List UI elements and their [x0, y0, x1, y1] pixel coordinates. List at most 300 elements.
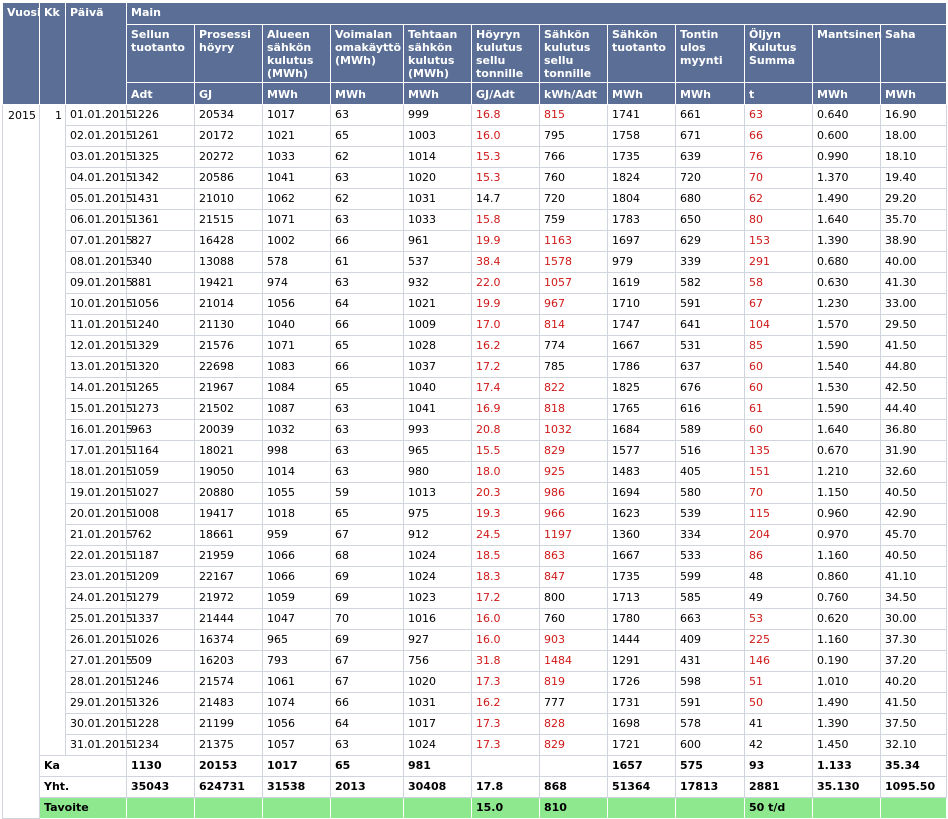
value-cell: 1057 [263, 735, 331, 756]
value-cell: 42.50 [881, 378, 947, 399]
date-cell: 28.01.2015 [66, 672, 127, 693]
value-cell: 927 [404, 630, 472, 651]
value-cell: 431 [676, 651, 745, 672]
summary-value: 1017 [263, 756, 331, 777]
summary-label: Ka [40, 756, 127, 777]
value-cell: 60 [745, 378, 813, 399]
value-cell: 22167 [195, 567, 263, 588]
date-cell: 30.01.2015 [66, 714, 127, 735]
value-cell: 1261 [127, 126, 195, 147]
col-unit: MWh [331, 83, 404, 105]
value-cell: 0.960 [813, 504, 881, 525]
summary-value [127, 798, 195, 819]
value-cell: 1325 [127, 147, 195, 168]
summary-value: 2881 [745, 777, 813, 798]
date-cell: 16.01.2015 [66, 420, 127, 441]
value-cell: 1056 [263, 294, 331, 315]
value-cell: 1484 [540, 651, 608, 672]
col-header[interactable]: Prosessi höyry [195, 25, 263, 83]
value-cell: 16.8 [472, 105, 540, 126]
value-cell: 15.3 [472, 147, 540, 168]
value-cell: 1342 [127, 168, 195, 189]
value-cell: 720 [676, 168, 745, 189]
value-cell: 64 [331, 714, 404, 735]
col-unit: MWh [676, 83, 745, 105]
value-cell: 37.30 [881, 630, 947, 651]
value-cell: 19417 [195, 504, 263, 525]
value-cell: 967 [540, 294, 608, 315]
value-cell: 998 [263, 441, 331, 462]
value-cell: 63 [331, 273, 404, 294]
table-row [3, 420, 947, 441]
value-cell: 22.0 [472, 273, 540, 294]
summary-value [608, 798, 676, 819]
col-unit: MWh [608, 83, 676, 105]
value-cell: 1824 [608, 168, 676, 189]
value-cell: 986 [540, 483, 608, 504]
value-cell: 16.90 [881, 105, 947, 126]
value-cell: 591 [676, 294, 745, 315]
value-cell: 69 [331, 630, 404, 651]
summary-value: 65 [331, 756, 404, 777]
value-cell: 1016 [404, 609, 472, 630]
value-cell: 19.40 [881, 168, 947, 189]
value-cell: 1023 [404, 588, 472, 609]
value-cell: 18.3 [472, 567, 540, 588]
value-cell: 1033 [263, 147, 331, 168]
value-cell: 50 [745, 693, 813, 714]
value-cell: 48 [745, 567, 813, 588]
value-cell: 1.530 [813, 378, 881, 399]
col-header[interactable]: Voimalan omakäyttö (MWh) [331, 25, 404, 83]
table-row [3, 651, 947, 672]
value-cell: 1013 [404, 483, 472, 504]
value-cell: 793 [263, 651, 331, 672]
value-cell: 1337 [127, 609, 195, 630]
value-cell: 1009 [404, 315, 472, 336]
summary-value: 1095.50 [881, 777, 947, 798]
value-cell: 53 [745, 609, 813, 630]
value-cell: 516 [676, 441, 745, 462]
value-cell: 795 [540, 126, 608, 147]
value-cell: 69 [331, 567, 404, 588]
table-row [3, 693, 947, 714]
value-cell: 1.540 [813, 357, 881, 378]
value-cell: 1780 [608, 609, 676, 630]
value-cell: 814 [540, 315, 608, 336]
value-cell: 822 [540, 378, 608, 399]
summary-value [813, 798, 881, 819]
value-cell: 1.210 [813, 462, 881, 483]
value-cell: 537 [404, 252, 472, 273]
value-cell: 1.230 [813, 294, 881, 315]
value-cell: 40.20 [881, 672, 947, 693]
date-cell: 29.01.2015 [66, 693, 127, 714]
value-cell: 41 [745, 714, 813, 735]
value-cell: 1228 [127, 714, 195, 735]
value-cell: 21444 [195, 609, 263, 630]
col-unit: kWh/Adt [540, 83, 608, 105]
value-cell: 993 [404, 420, 472, 441]
value-cell: 21576 [195, 336, 263, 357]
value-cell: 37.50 [881, 714, 947, 735]
value-cell: 42 [745, 735, 813, 756]
value-cell: 1055 [263, 483, 331, 504]
summary-value: 575 [676, 756, 745, 777]
value-cell: 18.5 [472, 546, 540, 567]
value-cell: 1804 [608, 189, 676, 210]
date-cell: 22.01.2015 [66, 546, 127, 567]
value-cell: 18.0 [472, 462, 540, 483]
value-cell: 64 [331, 294, 404, 315]
table-row [3, 399, 947, 420]
value-cell: 980 [404, 462, 472, 483]
summary-value: 17.8 [472, 777, 540, 798]
value-cell: 1163 [540, 231, 608, 252]
col-header-month[interactable]: Kk [40, 3, 66, 105]
value-cell: 21967 [195, 378, 263, 399]
date-cell: 04.01.2015 [66, 168, 127, 189]
table-row [3, 189, 947, 210]
value-cell: 70 [331, 609, 404, 630]
value-cell: 68 [331, 546, 404, 567]
value-cell: 1577 [608, 441, 676, 462]
value-cell: 1684 [608, 420, 676, 441]
value-cell: 1031 [404, 693, 472, 714]
value-cell: 16.0 [472, 126, 540, 147]
col-header[interactable]: Tehtaan sähkön kulutus (MWh) [404, 25, 472, 83]
value-cell: 1024 [404, 735, 472, 756]
value-cell: 1028 [404, 336, 472, 357]
value-cell: 1361 [127, 210, 195, 231]
value-cell: 828 [540, 714, 608, 735]
value-cell: 65 [331, 378, 404, 399]
value-cell: 14.7 [472, 189, 540, 210]
value-cell: 1018 [263, 504, 331, 525]
date-cell: 17.01.2015 [66, 441, 127, 462]
value-cell: 580 [676, 483, 745, 504]
value-cell: 639 [676, 147, 745, 168]
value-cell: 18021 [195, 441, 263, 462]
value-cell: 1825 [608, 378, 676, 399]
value-cell: 881 [127, 273, 195, 294]
value-cell: 32.60 [881, 462, 947, 483]
summary-value: 50 t/d [745, 798, 813, 819]
col-header[interactable]: Tontin ulos myynti [676, 25, 745, 83]
value-cell: 115 [745, 504, 813, 525]
date-cell: 23.01.2015 [66, 567, 127, 588]
value-cell: 151 [745, 462, 813, 483]
value-cell: 1265 [127, 378, 195, 399]
summary-value: 30408 [404, 777, 472, 798]
value-cell: 1721 [608, 735, 676, 756]
value-cell: 16428 [195, 231, 263, 252]
value-cell: 509 [127, 651, 195, 672]
value-cell: 63 [331, 420, 404, 441]
col-header[interactable]: Sähkön kulutus sellu tonnille [540, 25, 608, 83]
value-cell: 1786 [608, 357, 676, 378]
value-cell: 762 [127, 525, 195, 546]
value-cell: 65 [331, 126, 404, 147]
value-cell: 975 [404, 504, 472, 525]
value-cell: 1008 [127, 504, 195, 525]
value-cell: 24.5 [472, 525, 540, 546]
value-cell: 34.50 [881, 588, 947, 609]
value-cell: 641 [676, 315, 745, 336]
value-cell: 1747 [608, 315, 676, 336]
table-row [3, 672, 947, 693]
value-cell: 676 [676, 378, 745, 399]
summary-value [472, 756, 540, 777]
summary-value: 93 [745, 756, 813, 777]
value-cell: 1623 [608, 504, 676, 525]
summary-value: 1.133 [813, 756, 881, 777]
value-cell: 0.860 [813, 567, 881, 588]
value-cell: 1032 [540, 420, 608, 441]
date-cell: 01.01.2015 [66, 105, 127, 126]
summary-value [331, 798, 404, 819]
value-cell: 963 [127, 420, 195, 441]
value-cell: 17.2 [472, 588, 540, 609]
value-cell: 1021 [404, 294, 472, 315]
value-cell: 1.490 [813, 693, 881, 714]
col-header[interactable]: Sellun tuotanto [127, 25, 195, 83]
col-header[interactable]: Saha [881, 25, 947, 83]
table-row [3, 609, 947, 630]
value-cell: 63 [331, 168, 404, 189]
col-unit: t [745, 83, 813, 105]
date-cell: 02.01.2015 [66, 126, 127, 147]
value-cell: 720 [540, 189, 608, 210]
value-cell: 903 [540, 630, 608, 651]
date-cell: 21.01.2015 [66, 525, 127, 546]
value-cell: 650 [676, 210, 745, 231]
value-cell: 1246 [127, 672, 195, 693]
value-cell: 1.010 [813, 672, 881, 693]
value-cell: 44.80 [881, 357, 947, 378]
value-cell: 1.640 [813, 420, 881, 441]
value-cell: 661 [676, 105, 745, 126]
value-cell: 1017 [404, 714, 472, 735]
value-cell: 63 [331, 399, 404, 420]
summary-row-yht [3, 777, 947, 798]
value-cell: 1578 [540, 252, 608, 273]
summary-value: 1657 [608, 756, 676, 777]
value-cell: 578 [676, 714, 745, 735]
value-cell: 1002 [263, 231, 331, 252]
value-cell: 63 [331, 462, 404, 483]
value-cell: 1057 [540, 273, 608, 294]
value-cell: 1021 [263, 126, 331, 147]
value-cell: 1741 [608, 105, 676, 126]
table-row [3, 147, 947, 168]
date-cell: 05.01.2015 [66, 189, 127, 210]
value-cell: 22698 [195, 357, 263, 378]
table-row [3, 462, 947, 483]
energy-report-table [2, 2, 947, 819]
value-cell: 16203 [195, 651, 263, 672]
summary-label: Tavoite [40, 798, 127, 819]
value-cell: 21375 [195, 735, 263, 756]
value-cell: 912 [404, 525, 472, 546]
table-row [3, 525, 947, 546]
date-cell: 12.01.2015 [66, 336, 127, 357]
table-row [3, 630, 947, 651]
col-header[interactable]: Sähkön tuotanto [608, 25, 676, 83]
table-row [3, 168, 947, 189]
value-cell: 20586 [195, 168, 263, 189]
value-cell: 671 [676, 126, 745, 147]
value-cell: 67 [331, 651, 404, 672]
value-cell: 42.90 [881, 504, 947, 525]
value-cell: 37.20 [881, 651, 947, 672]
col-header[interactable]: Mantsinen [813, 25, 881, 83]
table-row [3, 588, 947, 609]
col-unit: GJ [195, 83, 263, 105]
table-row [3, 252, 947, 273]
table-row [3, 735, 947, 756]
value-cell: 1431 [127, 189, 195, 210]
value-cell: 760 [540, 609, 608, 630]
value-cell: 146 [745, 651, 813, 672]
value-cell: 1027 [127, 483, 195, 504]
value-cell: 65 [331, 336, 404, 357]
value-cell: 225 [745, 630, 813, 651]
value-cell: 1.590 [813, 399, 881, 420]
value-cell: 1.390 [813, 231, 881, 252]
value-cell: 1071 [263, 210, 331, 231]
value-cell: 44.40 [881, 399, 947, 420]
value-cell: 1024 [404, 546, 472, 567]
value-cell: 67 [745, 294, 813, 315]
value-cell: 1619 [608, 273, 676, 294]
date-cell: 19.01.2015 [66, 483, 127, 504]
col-header[interactable]: Alueen sähkön kulutus (MWh) [263, 25, 331, 83]
value-cell: 1040 [404, 378, 472, 399]
value-cell: 18661 [195, 525, 263, 546]
value-cell: 616 [676, 399, 745, 420]
value-cell: 70 [745, 483, 813, 504]
value-cell: 15.5 [472, 441, 540, 462]
value-cell: 1735 [608, 147, 676, 168]
summary-value [540, 756, 608, 777]
value-cell: 1026 [127, 630, 195, 651]
col-group-main: Main [127, 3, 947, 25]
value-cell: 1279 [127, 588, 195, 609]
table-row [3, 336, 947, 357]
value-cell: 582 [676, 273, 745, 294]
col-header-day[interactable]: Päivä [66, 3, 127, 105]
value-cell: 1066 [263, 567, 331, 588]
table-row [3, 483, 947, 504]
value-cell: 339 [676, 252, 745, 273]
value-cell: 1047 [263, 609, 331, 630]
col-header[interactable]: Öljyn Kulutus Summa [745, 25, 813, 83]
table-row [3, 378, 947, 399]
value-cell: 1783 [608, 210, 676, 231]
table-row [3, 315, 947, 336]
value-cell: 21199 [195, 714, 263, 735]
value-cell: 629 [676, 231, 745, 252]
value-cell: 18.10 [881, 147, 947, 168]
summary-value: 15.0 [472, 798, 540, 819]
value-cell: 1197 [540, 525, 608, 546]
summary-value [263, 798, 331, 819]
value-cell: 1226 [127, 105, 195, 126]
summary-label: Yht. [40, 777, 127, 798]
year-cell: 2015 [3, 105, 40, 819]
value-cell: 29.20 [881, 189, 947, 210]
value-cell: 0.620 [813, 609, 881, 630]
value-cell: 1087 [263, 399, 331, 420]
value-cell: 1.160 [813, 546, 881, 567]
value-cell: 1735 [608, 567, 676, 588]
value-cell: 1713 [608, 588, 676, 609]
value-cell: 959 [263, 525, 331, 546]
value-cell: 30.00 [881, 609, 947, 630]
table-row [3, 126, 947, 147]
value-cell: 0.670 [813, 441, 881, 462]
value-cell: 16.0 [472, 609, 540, 630]
value-cell: 67 [331, 672, 404, 693]
summary-value: 35043 [127, 777, 195, 798]
value-cell: 1731 [608, 693, 676, 714]
summary-value: 17813 [676, 777, 745, 798]
value-cell: 60 [745, 357, 813, 378]
value-cell: 1360 [608, 525, 676, 546]
value-cell: 19.3 [472, 504, 540, 525]
value-cell: 204 [745, 525, 813, 546]
value-cell: 20172 [195, 126, 263, 147]
value-cell: 19050 [195, 462, 263, 483]
value-cell: 1056 [127, 294, 195, 315]
value-cell: 774 [540, 336, 608, 357]
value-cell: 17.3 [472, 735, 540, 756]
value-cell: 21972 [195, 588, 263, 609]
table-row [3, 210, 947, 231]
summary-value: 868 [540, 777, 608, 798]
summary-row-ka [3, 756, 947, 777]
value-cell: 680 [676, 189, 745, 210]
value-cell: 1765 [608, 399, 676, 420]
value-cell: 13088 [195, 252, 263, 273]
table-row [3, 231, 947, 252]
value-cell: 1326 [127, 693, 195, 714]
summary-value [881, 798, 947, 819]
date-cell: 15.01.2015 [66, 399, 127, 420]
value-cell: 785 [540, 357, 608, 378]
summary-row-tavoite [3, 798, 947, 819]
date-cell: 20.01.2015 [66, 504, 127, 525]
value-cell: 1032 [263, 420, 331, 441]
value-cell: 63 [331, 105, 404, 126]
col-header-year[interactable]: Vuosi [3, 3, 40, 105]
value-cell: 17.3 [472, 672, 540, 693]
col-unit: MWh [404, 83, 472, 105]
value-cell: 1083 [263, 357, 331, 378]
value-cell: 15.3 [472, 168, 540, 189]
value-cell: 827 [127, 231, 195, 252]
month-cell: 1 [40, 105, 66, 756]
summary-value: 51364 [608, 777, 676, 798]
value-cell: 760 [540, 168, 608, 189]
value-cell: 38.90 [881, 231, 947, 252]
value-cell: 539 [676, 504, 745, 525]
value-cell: 60 [745, 420, 813, 441]
value-cell: 961 [404, 231, 472, 252]
value-cell: 1024 [404, 567, 472, 588]
col-header[interactable]: Höyryn kulutus sellu tonnille [472, 25, 540, 83]
